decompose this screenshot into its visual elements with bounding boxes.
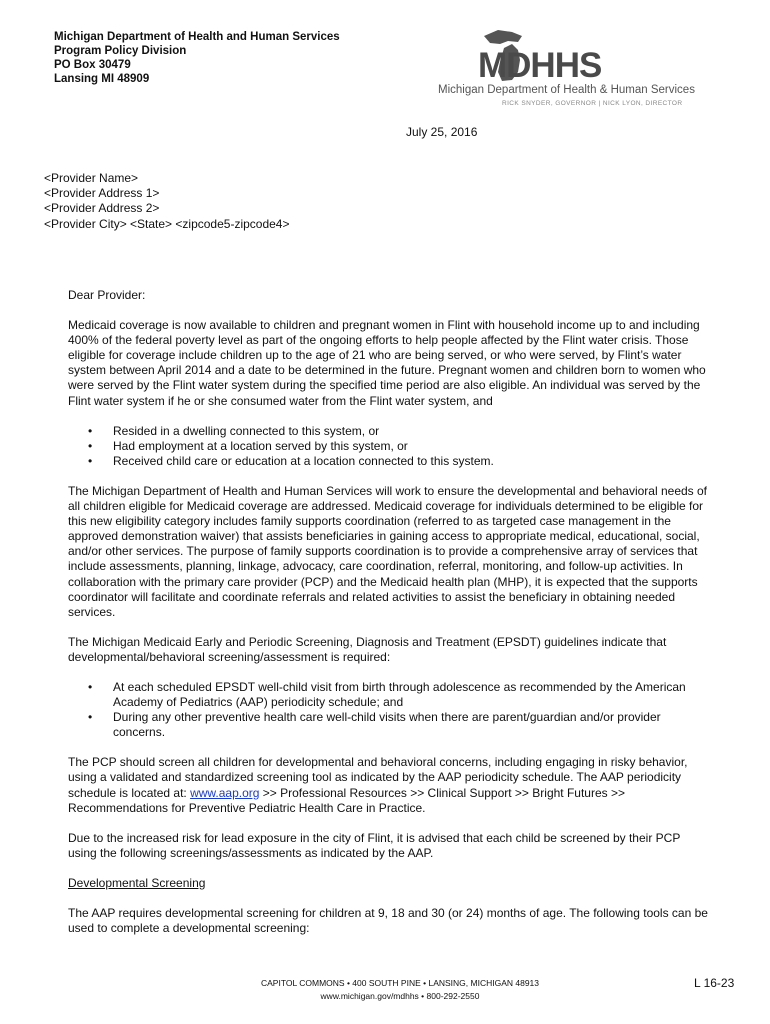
list-item: • Had employment at a location served by this system, or: [68, 439, 708, 454]
address-line: <Provider Name>: [44, 171, 139, 185]
list-item: • At each scheduled EPSDT well-child visit from birth through adolescence as recommended by the American Academy of Pediatrics (AAP) periodicity schedule; and: [68, 680, 708, 710]
logo-wordmark: MDHHS: [478, 46, 602, 85]
paragraph: The AAP requires developmental screening for children at 9, 18 and 30 (or 24) months of age. The following tools can be used to complete a developmental screening:: [68, 906, 708, 936]
address-line: <Provider Address 2>: [44, 201, 160, 216]
page-number: L 16-23: [694, 976, 735, 990]
list-item: • Resided in a dwelling connected to this system, or: [68, 424, 708, 439]
sender-address: [54, 30, 340, 86]
paragraph: Medicaid coverage is now available to children and pregnant women in Flint with household income up to and including 400% of the federal poverty level as part of the ongoing efforts to help people affected by the Flint water crisis. Those eligible for coverage include children up to the age of 21 who are being served, or who were served, by Flint’s water system between April 2014 and a date to be determined in the future. Pregnant women and children born to women who were served by the Flint water system during the specified time period are also eligible. An individual was served by the Flint water system if he or she consumed water from the Flint water system, and: [68, 318, 706, 408]
letter-date: July 25, 2016: [406, 125, 478, 139]
bullet-list: [68, 424, 708, 469]
list-item: • Received child care or education at a location connected to this system.: [68, 454, 708, 469]
footer-address: CAPITOL COMMONS • 400 SOUTH PINE • LANSING, MICHIGAN 48913: [260, 978, 540, 988]
bullet-list: [68, 680, 708, 740]
sender-line: Lansing MI 48909: [54, 73, 150, 85]
mdhhs-logo: [438, 26, 695, 110]
paragraph: The Michigan Department of Health and Human Services will work to ensure the developmental and behavioral needs of all children eligible for Medicaid coverage are addressed. Medicaid coverage for individuals determined to be eligible for this new eligibility category includes family supports coordination (referred to as targeted case management in the approved demonstration waiver) that assists beneficiaries in gaining access to appropriate medical, educational, social, and/or other services. The purpose of family supports coordination is to provide a comprehensive array of services that include assessments, planning, linkage, advocacy, care coordination, referral, monitoring, and follow-up activities. In collaboration with the primary care provider (PCP) and the Medicaid health plan (MHP), it is expected that the supports coordinator will facilitate and coordinate referrals and related activities to assist the beneficiary in obtaining needed services.: [68, 483, 708, 619]
logo-officials: RICK SNYDER, GOVERNOR | NICK LYON, DIRECTOR: [502, 100, 683, 107]
list-item: • During any other preventive health care well-child visits when there are parent/guardian and/or provider concerns.: [68, 710, 708, 740]
text: >> Professional Resources >> Clinical Support >> Bright Futures >> Recommendations for Preventive Pediatric Health Care in Practice.: [68, 785, 625, 815]
logo-department: Michigan Department of Health & Human Services: [438, 84, 695, 96]
sender-line: Program Policy Division: [54, 45, 187, 57]
sender-line: Michigan Department of Health and Human Services: [54, 31, 340, 43]
address-line: <Provider Address 1>: [44, 186, 160, 201]
paragraph: The Michigan Medicaid Early and Periodic Screening, Diagnosis and Treatment (EPSDT) guidelines indicate that developmental/behavioral screening/assessment is required:: [68, 634, 667, 664]
paragraph: Due to the increased risk for lead exposure in the city of Flint, it is advised that each child be screened by their PCP using the following screenings/assessments as indicated by the AAP.: [68, 830, 681, 860]
text: The PCP should screen all children for developmental and behavioral concerns, including engaging in risky behavior, using a validated and standardized screening tool as indicated by the AAP periodicity schedule. The AAP periodicity schedule is located at:: [68, 755, 688, 800]
recipient-address: [44, 171, 289, 232]
paragraph: [68, 755, 708, 815]
sender-line: PO Box 30479: [54, 59, 131, 71]
aap-link[interactable]: www.aap.org: [190, 785, 260, 800]
section-heading: Developmental Screening: [68, 875, 206, 890]
salutation: Dear Provider:: [68, 288, 146, 302]
address-line: <Provider City> <State> <zipcode5-zipcode4>: [44, 216, 290, 231]
footer: [200, 977, 600, 1003]
letter-body: [68, 288, 708, 951]
footer-contact: www.michigan.gov/mdhhs • 800-292-2550: [320, 991, 480, 1001]
